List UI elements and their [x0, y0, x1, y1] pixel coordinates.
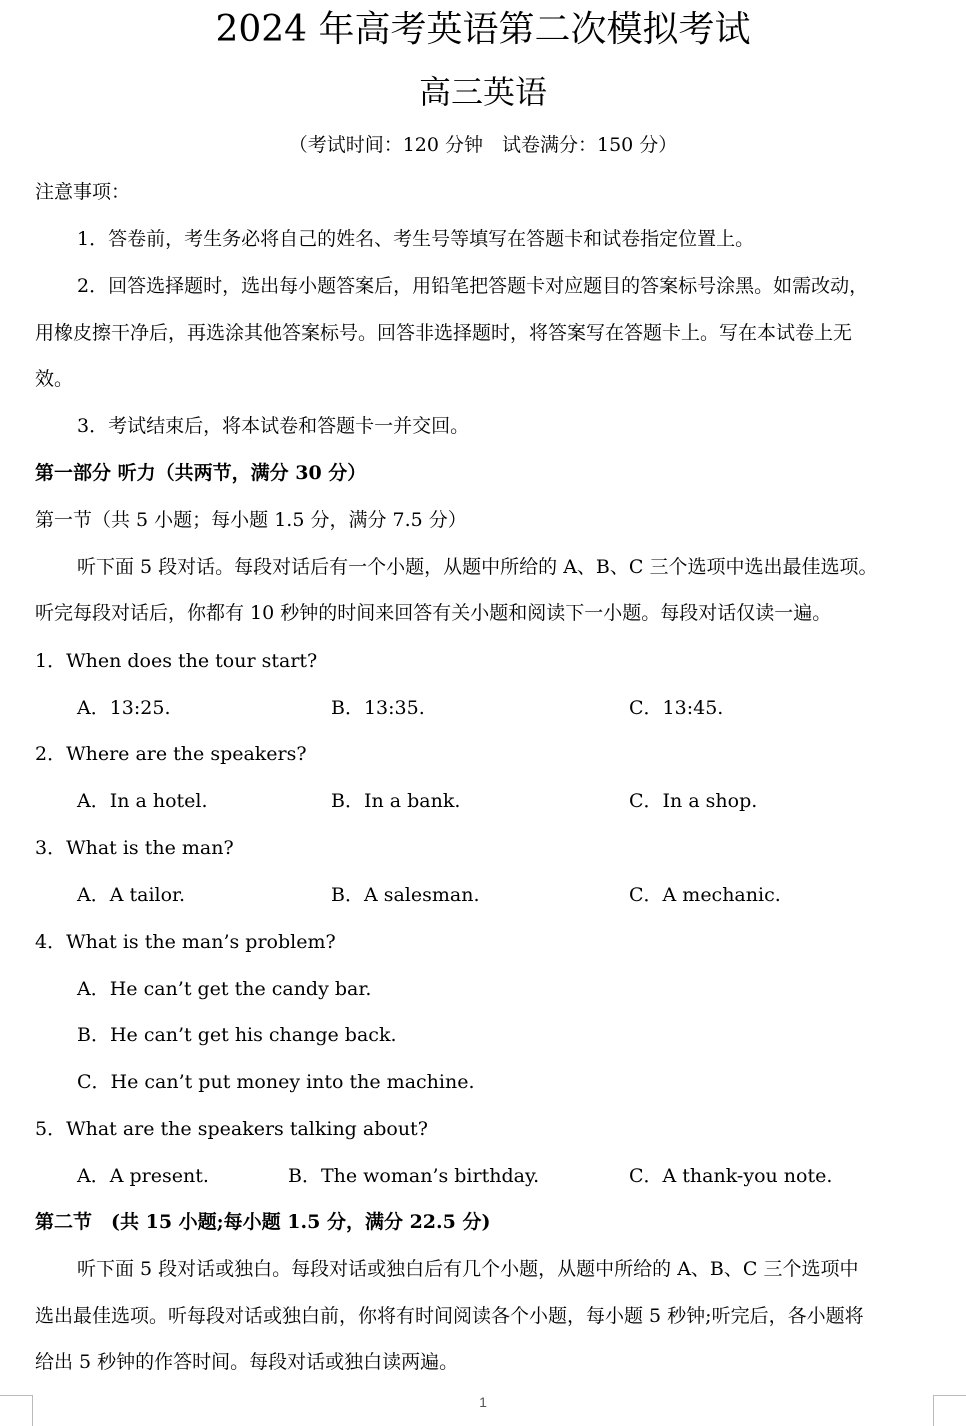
notice-heading: 注意事项： [35, 181, 131, 203]
question-3: 3．What is the man? [35, 837, 234, 859]
question-4-option-a: A．He can’t get the candy bar. [77, 978, 372, 1000]
question-1-option-c: C．13:45. [629, 697, 724, 719]
question-3-option-c: C．A mechanic. [629, 884, 781, 906]
question-4: 4．What is the man’s problem? [35, 931, 336, 953]
question-2-option-b: B．In a bank. [331, 790, 461, 812]
question-1-option-b: B．13:35. [331, 697, 425, 719]
section2-instruction-line-3: 给出 5 秒钟的作答时间。每段对话或独白读两遍。 [35, 1351, 459, 1373]
notice-item-2-line-1: 2．回答选择题时，选出每小题答案后，用铅笔把答题卡对应题目的答案标号涂黑。如需改动， [77, 275, 869, 297]
section2-instruction-line-2: 选出最佳选项。听每段对话或独白前，你将有时间阅读各个小题，每小题 5 秒钟;听完后，各小题将 [35, 1305, 864, 1327]
question-4-option-b: B．He can’t get his change back. [77, 1024, 397, 1046]
notice-item-1: 1．答卷前，考生务必将自己的姓名、考生号等填写在答题卡和试卷指定位置上。 [77, 228, 755, 250]
question-5-option-a: A．A present. [77, 1165, 209, 1187]
exam-info: （考试时间：120 分钟 试卷满分：150 分） [288, 134, 678, 156]
page-number: 1 [479, 1394, 487, 1410]
section2-instruction-line-1: 听下面 5 段对话或独白。每段对话或独白后有几个小题，从题中所给的 A、B、C 三个选项中 [77, 1258, 859, 1280]
section1-instruction-line-2: 听完每段对话后，你都有 10 秒钟的时间来回答有关小题和阅读下一小题。每段对话仅读一遍。 [35, 602, 832, 624]
notice-item-3: 3．考试结束后，将本试卷和答题卡一并交回。 [77, 415, 470, 437]
part1-heading: 第一部分 听力（共两节，满分 30 分） [35, 462, 367, 484]
question-5-option-b: B．The woman’s birthday. [288, 1165, 540, 1187]
question-3-option-a: A．A tailor. [77, 884, 186, 906]
question-4-option-c: C．He can’t put money into the machine. [77, 1071, 475, 1093]
exam-subtitle: 高三英语 [418, 73, 547, 111]
question-2: 2．Where are the speakers? [35, 743, 307, 765]
notice-item-2-line-2: 用橡皮擦干净后，再选涂其他答案标号。回答非选择题时，将答案写在答题卡上。写在本试卷上无 [35, 322, 853, 344]
question-1-option-a: A．13:25. [77, 697, 171, 719]
question-3-option-b: B．A salesman. [331, 884, 480, 906]
exam-title: 2024 年高考英语第二次模拟考试 [215, 9, 751, 50]
notice-item-2-line-3: 效。 [35, 368, 74, 390]
question-2-option-c: C．In a shop. [629, 790, 758, 812]
question-5: 5．What are the speakers talking about? [35, 1118, 428, 1140]
question-1: 1．When does the tour start? [35, 650, 318, 672]
section1-instruction-line-1: 听下面 5 段对话。每段对话后有一个小题，从题中所给的 A、B、C 三个选项中选出最佳选项。 [77, 556, 878, 578]
question-5-option-c: C．A thank-you note. [629, 1165, 833, 1187]
question-2-option-a: A．In a hotel. [77, 790, 208, 812]
section2-heading: 第二节 (共 15 小题;每小题 1.5 分，满分 22.5 分) [35, 1211, 491, 1233]
section1-heading: 第一节（共 5 小题；每小题 1.5 分，满分 7.5 分） [35, 509, 467, 531]
